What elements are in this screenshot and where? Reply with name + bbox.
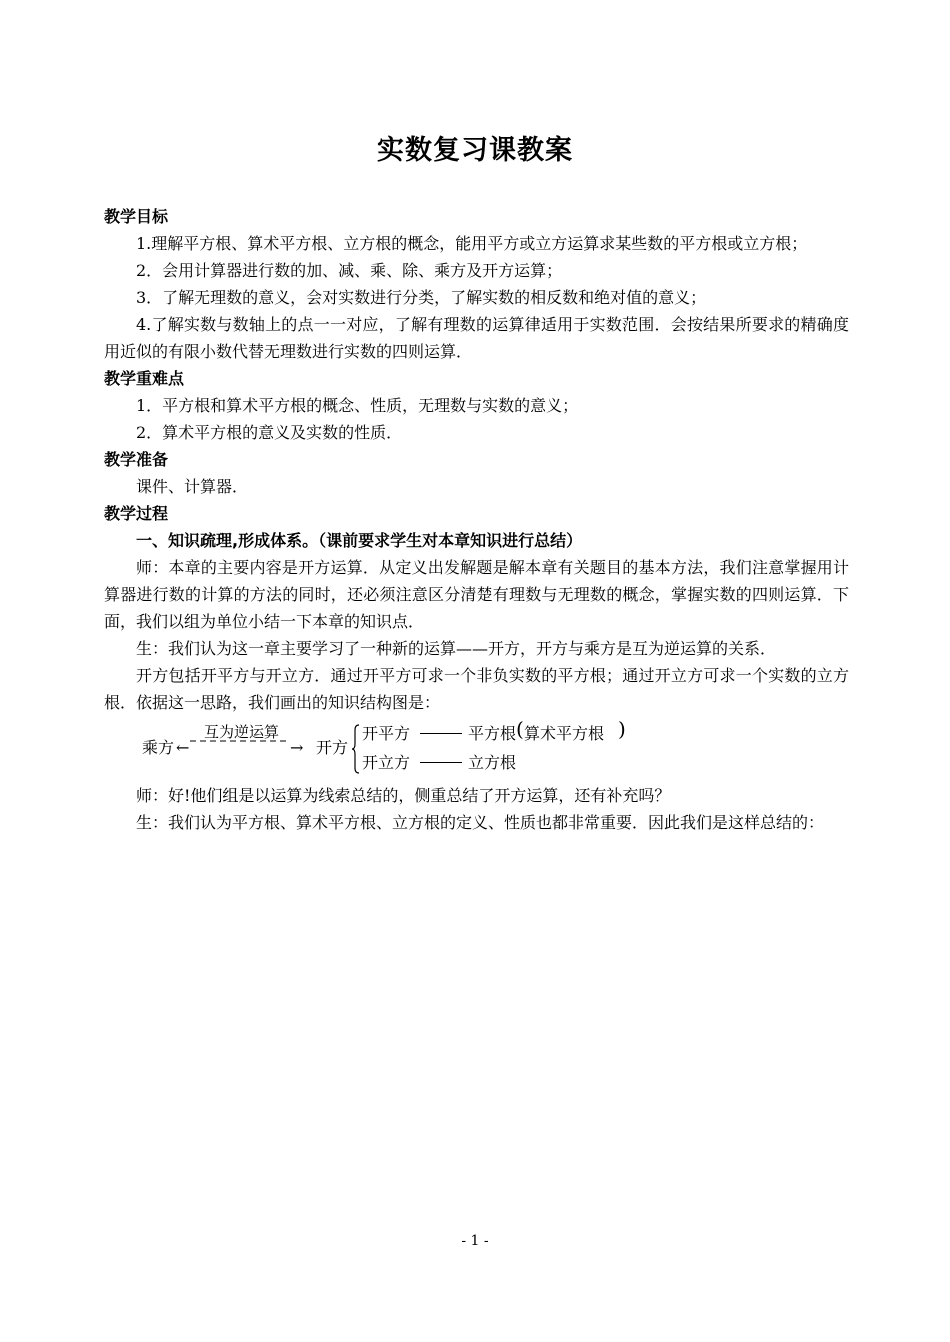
branch-square-root: 平方根 bbox=[468, 724, 517, 743]
close-paren-icon: ) bbox=[618, 717, 626, 741]
diagram-center-label: 开方 bbox=[316, 738, 349, 757]
paragraph: 师：本章的主要内容是开方运算．从定义出发解题是解本章有关题目的基本方法，我们注意掌握用计算器进行数的计算的方法的同时，还必须注意区分清楚有理数与无理数的概念，掌握实数的四则运算．下面，我们以组为单位小结一下本章的知识点． bbox=[104, 558, 849, 631]
branch-arithmetic-root: 算术平方根 bbox=[524, 724, 605, 743]
document-body bbox=[104, 203, 849, 836]
preparation-text: 课件、计算器． bbox=[136, 477, 249, 496]
diagram-arrow-label: 互为逆运算 bbox=[204, 723, 280, 741]
paragraph: 生：我们认为平方根、算术平方根、立方根的定义、性质也都非常重要．因此我们是这样总结的： bbox=[136, 813, 825, 832]
goal-item: 3．了解无理数的意义，会对实数进行分类，了解实数的相反数和绝对值的意义； bbox=[136, 288, 707, 307]
right-arrow-icon: → bbox=[290, 738, 304, 757]
connector-line-icon bbox=[420, 732, 462, 735]
page-title: 实数复习课教案 bbox=[377, 135, 573, 166]
process-subheading: 一、知识疏理,形成体系。（课前要求学生对本章知识进行总结） bbox=[136, 531, 583, 550]
arrow-shaft-icon bbox=[190, 738, 290, 744]
paragraph: 生：我们认为这一章主要学习了一种新的运算——开方，开方与乘方是互为逆运算的关系． bbox=[136, 639, 777, 658]
goal-item: 4.了解实数与数轴上的点一一对应，了解有理数的运算律适用于实数范围．会按结果所要求的精确度用近似的有限小数代替无理数进行实数的四则运算． bbox=[104, 315, 849, 361]
branch-cube-root: 立方根 bbox=[468, 753, 517, 772]
branch-square-root-op: 开平方 bbox=[362, 724, 411, 743]
page-number: - 1 - bbox=[461, 1233, 489, 1249]
paragraph: 师：好!他们组是以运算为线索总结的，侧重总结了开方运算，还有补充吗？ bbox=[136, 786, 671, 805]
key-point-item: 1．平方根和算术平方根的概念、性质，无理数与实数的意义； bbox=[136, 396, 579, 415]
goals-heading: 教学目标 bbox=[104, 207, 169, 226]
left-brace-icon bbox=[352, 724, 360, 774]
knowledge-structure-diagram bbox=[104, 718, 849, 778]
goal-item: 2．会用计算器进行数的加、减、乘、除、乘方及开方运算； bbox=[136, 261, 563, 280]
left-arrow-icon: ← bbox=[176, 738, 190, 757]
goal-item: 1.理解平方根、算术平方根、立方根的概念，能用平方或立方运算求某些数的平方根或立方根； bbox=[136, 234, 808, 253]
diagram-left-label: 乘方 bbox=[142, 738, 175, 757]
preparation-heading: 教学准备 bbox=[104, 450, 169, 469]
key-points-heading: 教学重难点 bbox=[104, 369, 185, 388]
paragraph: 开方包括开平方与开立方．通过开平方可求一个非负实数的平方根；通过开立方可求一个实数的立方根．依据这一思路，我们画出的知识结构图是： bbox=[104, 666, 849, 712]
key-point-item: 2．算术平方根的意义及实数的性质． bbox=[136, 423, 403, 442]
open-paren-icon: ( bbox=[516, 717, 524, 741]
process-heading: 教学过程 bbox=[104, 504, 169, 523]
connector-line-icon bbox=[420, 761, 462, 764]
branch-cube-root-op: 开立方 bbox=[362, 753, 411, 772]
